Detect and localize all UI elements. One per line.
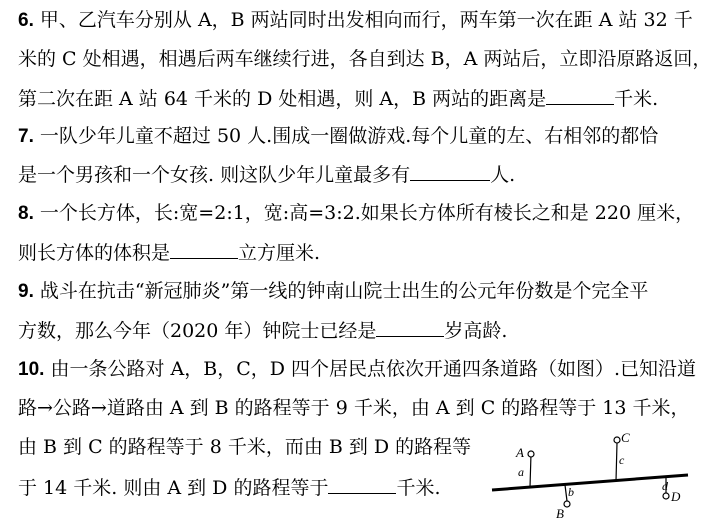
- problem-6-line-3: [18, 86, 658, 111]
- road-a: [530, 454, 531, 487]
- problem-6-unit: 千米.: [614, 88, 659, 110]
- problem-10-line-4: [18, 475, 441, 500]
- problem-6-text-2: 米的 C 处相遇，相遇后两车继续行进，各自到达 B，A 两站后，立即沿原路返回，: [18, 48, 712, 70]
- problem-10-text-3: 由 B 到 C 的路程等于 8 千米，而由 B 到 D 的路程等: [18, 436, 472, 458]
- problem-8-text-1: 一个长方体，长:宽=2:1，宽:高=3:2.如果长方体所有棱长之和是 220 厘米，: [39, 202, 695, 224]
- problem-10-line-1: [18, 357, 696, 382]
- problem-9-line-1: [18, 279, 648, 304]
- problem-10-text-4: 于 14 千米. 则由 A 到 D 的路程等于: [18, 477, 329, 499]
- problem-6-text-3: 第二次在距 A 站 64 千米的 D 处相遇，则 A，B 两站的距离是: [18, 88, 547, 110]
- problem-7-text-2: 是一个男孩和一个女孩. 则这队少年儿童最多有: [18, 164, 411, 186]
- road-diagram: [488, 428, 698, 520]
- problem-9-number: 9.: [18, 281, 34, 302]
- segment-c-label: c: [619, 453, 625, 467]
- problem-10-unit: 千米.: [396, 477, 441, 499]
- problem-9-text-2: 方数，那么今年（2020 年）钟院士已经是: [18, 320, 377, 342]
- problem-6-number: 6.: [18, 10, 34, 31]
- problem-9-unit: 岁高龄.: [444, 320, 508, 342]
- problem-10-number: 10.: [18, 359, 45, 380]
- problem-8-line-1: [18, 201, 694, 226]
- problem-7-text-1: 一队少年儿童不超过 50 人.围成一圈做游戏.每个儿童的左、右相邻的都恰: [39, 125, 659, 147]
- road-c: [616, 443, 617, 481]
- problem-10-line-3: [18, 435, 471, 459]
- problem-10-text-2: 路→公路→道路由 A 到 B 的路程等于 9 千米，由 A 到 C 的路程等于 13 千米，: [18, 397, 690, 419]
- point-c-marker: [614, 437, 620, 443]
- problem-8-text-2: 则长方体的体积是: [18, 242, 171, 264]
- problem-7-unit: 人.: [490, 164, 516, 186]
- problem-7-line-1: [18, 124, 658, 149]
- point-c-label: C: [621, 430, 630, 445]
- problem-7-number: 7.: [18, 126, 34, 147]
- problem-9-text-1: 战斗在抗击“新冠肺炎”第一线的钟南山院士出生的公元年份数是个完全平: [39, 280, 649, 302]
- problem-6-text-1: 甲、乙汽车分别从 A，B 两站同时出发相向而行，两车第一次在距 A 站 32 千: [39, 9, 693, 31]
- answer-blank-8[interactable]: [170, 240, 238, 259]
- problem-8-unit: 立方厘米.: [238, 242, 321, 264]
- problem-10-text-1: 由一条公路对 A，B，C，D 四个居民点依次开通四条道路（如图）.已知沿道: [50, 358, 697, 380]
- answer-blank-7[interactable]: [410, 162, 490, 181]
- road-b: [565, 485, 567, 501]
- point-a-marker: [528, 451, 534, 457]
- problem-6-line-1: [18, 8, 693, 33]
- problem-9-line-2: [18, 318, 507, 343]
- problem-8-number: 8.: [18, 203, 34, 224]
- problem-8-line-2: [18, 240, 320, 265]
- point-d-label: D: [671, 489, 681, 504]
- problem-10-line-2: [18, 396, 690, 420]
- segment-d-label: d: [662, 479, 668, 493]
- answer-blank-6[interactable]: [546, 86, 614, 105]
- point-d-marker: [663, 493, 669, 499]
- point-b-marker: [564, 501, 570, 507]
- answer-blank-10[interactable]: [328, 475, 396, 494]
- point-a-label: A: [516, 445, 524, 460]
- point-b-label: B: [556, 506, 564, 520]
- segment-a-label: a: [518, 465, 524, 479]
- problem-6-line-2: [18, 47, 711, 71]
- problem-7-line-2: [18, 162, 515, 187]
- segment-b-label: b: [568, 485, 574, 499]
- answer-blank-9[interactable]: [376, 318, 444, 337]
